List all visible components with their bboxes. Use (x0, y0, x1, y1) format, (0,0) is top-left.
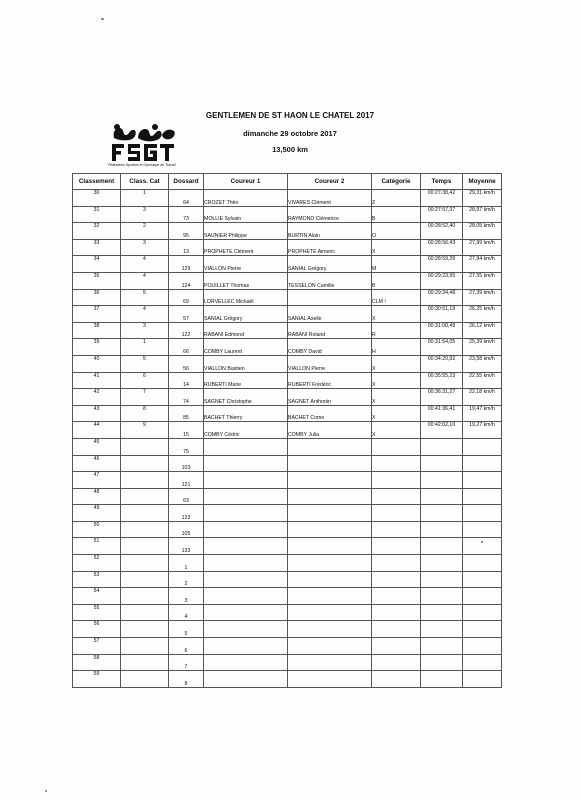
cell-dossard: 129 (169, 256, 204, 273)
cell-dossard: 5 (169, 621, 204, 638)
cell-class-cat: 7 (121, 389, 169, 406)
cell-categorie: X (372, 355, 421, 372)
cell-classement: 56 (73, 621, 121, 638)
cell-temps (421, 538, 463, 555)
cell-classement: 50 (73, 521, 121, 538)
table-row (73, 555, 502, 572)
cell-categorie: X (372, 372, 421, 389)
header-moyenne: Moyenne (463, 174, 502, 190)
table-row (73, 472, 502, 489)
cell-coureur-1: RUBERTI Marie (204, 372, 288, 389)
cell-class-cat (121, 455, 169, 472)
event-distance: 13,500 km (272, 145, 308, 154)
cell-temps (421, 521, 463, 538)
cell-temps: 00:35:55,23 (421, 372, 463, 389)
cell-moyenne: 27,94 km/h (463, 256, 502, 273)
cell-class-cat (121, 571, 169, 588)
cell-moyenne (463, 671, 502, 688)
scan-speck (101, 18, 104, 20)
cell-moyenne (463, 488, 502, 505)
cell-classement: 52 (73, 555, 121, 572)
cell-dossard: 13 (169, 239, 204, 256)
cell-categorie: X (372, 239, 421, 256)
cell-coureur-1: COMBY Laurent (204, 339, 288, 356)
cell-classement: 47 (73, 472, 121, 489)
cell-class-cat: 4 (121, 272, 169, 289)
cell-class-cat: 6 (121, 372, 169, 389)
cell-class-cat (121, 588, 169, 605)
cell-moyenne (463, 638, 502, 655)
table-row (73, 206, 502, 223)
cell-dossard: 105 (169, 521, 204, 538)
cell-dossard: 66 (169, 339, 204, 356)
cell-coureur-2: RABANI Roland (288, 322, 372, 339)
table-row (73, 571, 502, 588)
cell-coureur-1 (204, 521, 288, 538)
cell-dossard: 15 (169, 422, 204, 439)
table-row (73, 638, 502, 655)
header-categorie: Catégorie (372, 174, 421, 190)
cell-temps: 00:28:56,43 (421, 239, 463, 256)
table-row (73, 289, 502, 306)
cell-temps: 00:34:20,92 (421, 355, 463, 372)
cell-temps: 00:27:57,37 (421, 206, 463, 223)
cell-class-cat: 3 (121, 206, 169, 223)
cell-moyenne (463, 621, 502, 638)
cell-class-cat (121, 621, 169, 638)
fsgt-logo (108, 122, 180, 170)
cell-coureur-2 (288, 289, 372, 306)
cell-moyenne: 22,55 km/h (463, 372, 502, 389)
cell-moyenne (463, 505, 502, 522)
cell-classement: 35 (73, 272, 121, 289)
cell-coureur-1: RABANI Edmond (204, 322, 288, 339)
cell-dossard: 74 (169, 389, 204, 406)
table-row (73, 322, 502, 339)
cell-temps: 00:31:54,05 (421, 339, 463, 356)
table-row (73, 339, 502, 356)
cell-categorie (372, 505, 421, 522)
table-row (73, 272, 502, 289)
cell-categorie (372, 521, 421, 538)
cell-classement: 57 (73, 638, 121, 655)
cell-categorie: H (372, 339, 421, 356)
cell-coureur-2: VIVARES Clément (288, 190, 372, 207)
cell-coureur-2 (288, 438, 372, 455)
cell-classement: 34 (73, 256, 121, 273)
cell-coureur-2 (288, 505, 372, 522)
table-row (73, 190, 502, 207)
cell-coureur-2 (288, 654, 372, 671)
cell-temps: 00:30:51,19 (421, 306, 463, 323)
cell-moyenne (463, 588, 502, 605)
cell-dossard: 6 (169, 638, 204, 655)
cell-coureur-1 (204, 671, 288, 688)
cell-coureur-2 (288, 488, 372, 505)
cell-moyenne: 19,47 km/h (463, 405, 502, 422)
cell-coureur-1 (204, 604, 288, 621)
cell-coureur-2 (288, 555, 372, 572)
table-row (73, 389, 502, 406)
cell-temps (421, 654, 463, 671)
cell-class-cat (121, 438, 169, 455)
cell-class-cat: 2 (121, 223, 169, 240)
cell-coureur-2: RAYMOND Clémence (288, 206, 372, 223)
cell-dossard: 85 (169, 405, 204, 422)
cell-classement: 53 (73, 571, 121, 588)
cell-dossard: 2 (169, 571, 204, 588)
cell-classement: 32 (73, 223, 121, 240)
cell-categorie (372, 654, 421, 671)
cell-coureur-1 (204, 538, 288, 555)
cell-coureur-2: COMBY David (288, 339, 372, 356)
header-coureur-2: Coureur 2 (288, 174, 372, 190)
cell-class-cat (121, 488, 169, 505)
cell-temps (421, 604, 463, 621)
cell-categorie (372, 621, 421, 638)
cell-class-cat: 1 (121, 339, 169, 356)
cell-classement: 37 (73, 306, 121, 323)
cell-classement: 31 (73, 206, 121, 223)
cell-coureur-2 (288, 571, 372, 588)
table-row (73, 654, 502, 671)
cell-moyenne: 27,39 km/h (463, 289, 502, 306)
cell-temps (421, 505, 463, 522)
cell-class-cat: 5 (121, 289, 169, 306)
cell-categorie (372, 638, 421, 655)
cell-coureur-2 (288, 521, 372, 538)
cell-coureur-2 (288, 538, 372, 555)
cell-categorie (372, 671, 421, 688)
cell-temps: 00:28:52,40 (421, 223, 463, 240)
cell-class-cat (121, 538, 169, 555)
cell-dossard: 56 (169, 355, 204, 372)
cell-coureur-1 (204, 505, 288, 522)
cell-dossard: 4 (169, 604, 204, 621)
cell-moyenne: 26,12 km/h (463, 322, 502, 339)
cell-temps: 00:36:31,27 (421, 389, 463, 406)
cell-classement: 36 (73, 289, 121, 306)
cell-classement: 33 (73, 239, 121, 256)
table-row (73, 604, 502, 621)
cell-classement: 54 (73, 588, 121, 605)
cell-coureur-2 (288, 638, 372, 655)
cell-moyenne (463, 472, 502, 489)
cell-temps: 00:42:02,10 (421, 422, 463, 439)
cell-coureur-2 (288, 621, 372, 638)
header-coureur-1: Coureur 1 (204, 174, 288, 190)
cell-categorie: M (372, 256, 421, 273)
cell-coureur-2: BURTIN Alain (288, 223, 372, 240)
cell-moyenne (463, 521, 502, 538)
table-header-row (73, 174, 502, 190)
table-row (73, 438, 502, 455)
cell-temps (421, 555, 463, 572)
cell-classement: 42 (73, 389, 121, 406)
cell-classement: 39 (73, 339, 121, 356)
cell-coureur-1: CROZET Théo (204, 190, 288, 207)
header-classement: Classement (73, 174, 121, 190)
cell-moyenne: 27,55 km/h (463, 272, 502, 289)
cell-coureur-1: SAGNET Christophe (204, 389, 288, 406)
cell-coureur-2: VIALLON Pierre (288, 355, 372, 372)
cell-dossard: 123 (169, 505, 204, 522)
cell-class-cat: 4 (121, 306, 169, 323)
table-row (73, 671, 502, 688)
cell-coureur-1: PROPHETE Clément (204, 239, 288, 256)
cell-coureur-1: POUILLET Thomas (204, 272, 288, 289)
cell-dossard: 1 (169, 555, 204, 572)
cell-dossard: 95 (169, 223, 204, 240)
table-row (73, 621, 502, 638)
cell-coureur-1 (204, 571, 288, 588)
cell-coureur-2: RUBERTI Frédéric (288, 372, 372, 389)
table-row (73, 405, 502, 422)
cell-categorie: R (372, 322, 421, 339)
table-row (73, 223, 502, 240)
cell-categorie (372, 538, 421, 555)
cell-classement: 45 (73, 438, 121, 455)
cell-moyenne (463, 438, 502, 455)
cell-class-cat: 8 (121, 405, 169, 422)
cell-temps: 00:31:00,49 (421, 322, 463, 339)
cell-moyenne: 23,58 km/h (463, 355, 502, 372)
cell-classement: 41 (73, 372, 121, 389)
cell-moyenne (463, 571, 502, 588)
cell-categorie: CLM ! (372, 289, 421, 306)
cell-categorie (372, 604, 421, 621)
table-row (73, 306, 502, 323)
cell-class-cat: 9 (121, 422, 169, 439)
cell-moyenne: 25,39 km/h (463, 339, 502, 356)
cell-coureur-1 (204, 488, 288, 505)
cell-coureur-1: VIALLON Pierre (204, 256, 288, 273)
cell-classement: 40 (73, 355, 121, 372)
cell-coureur-1: COMBY Cédric (204, 422, 288, 439)
cell-moyenne (463, 455, 502, 472)
cell-class-cat (121, 671, 169, 688)
cell-class-cat: 3 (121, 239, 169, 256)
cell-class-cat (121, 555, 169, 572)
table-row (73, 505, 502, 522)
cell-categorie (372, 571, 421, 588)
cell-dossard: 103 (169, 455, 204, 472)
cell-dossard: 75 (169, 438, 204, 455)
cell-categorie (372, 438, 421, 455)
cell-class-cat (121, 654, 169, 671)
cell-moyenne: 26,25 km/h (463, 306, 502, 323)
cell-coureur-2: SANIAL Axelle (288, 306, 372, 323)
cell-dossard: 3 (169, 588, 204, 605)
cell-moyenne: 28,05 km/h (463, 223, 502, 240)
cell-categorie: X (372, 405, 421, 422)
cell-categorie (372, 588, 421, 605)
cell-coureur-2: TESSELON Camille (288, 272, 372, 289)
cell-class-cat: 3 (121, 322, 169, 339)
cell-classement: 55 (73, 604, 121, 621)
cell-coureur-1 (204, 438, 288, 455)
cell-dossard: 133 (169, 538, 204, 555)
cell-temps (421, 438, 463, 455)
cell-classement: 30 (73, 190, 121, 207)
results-body (73, 190, 502, 688)
cell-coureur-2 (288, 455, 372, 472)
cell-moyenne (463, 654, 502, 671)
cell-moyenne: 22,18 km/h (463, 389, 502, 406)
cell-class-cat (121, 604, 169, 621)
cell-coureur-2: BACHET Come (288, 405, 372, 422)
cell-dossard: 64 (169, 190, 204, 207)
cell-coureur-1: MOLLIE Sylvain (204, 206, 288, 223)
cell-dossard: 121 (169, 472, 204, 489)
cell-temps: 00:29:23,95 (421, 272, 463, 289)
cell-coureur-1 (204, 555, 288, 572)
table-row (73, 588, 502, 605)
table-row (73, 355, 502, 372)
cell-dossard: 122 (169, 322, 204, 339)
cell-moyenne (463, 555, 502, 572)
cell-temps (421, 488, 463, 505)
cell-coureur-1 (204, 455, 288, 472)
cell-class-cat: 5 (121, 355, 169, 372)
cell-class-cat: 4 (121, 256, 169, 273)
cell-categorie (372, 455, 421, 472)
cell-temps (421, 638, 463, 655)
results-table (72, 173, 502, 688)
cell-categorie: X (372, 422, 421, 439)
cell-classement: 43 (73, 405, 121, 422)
cell-categorie (372, 488, 421, 505)
cell-dossard: 7 (169, 654, 204, 671)
cell-coureur-1 (204, 638, 288, 655)
table-row (73, 256, 502, 273)
cell-class-cat (121, 638, 169, 655)
header-dossard: Dossard (169, 174, 204, 190)
fsgt-logo-graphic (108, 122, 180, 164)
cell-temps: 00:29:34,48 (421, 289, 463, 306)
cell-temps (421, 472, 463, 489)
cell-coureur-2: SANIAL Grégory (288, 256, 372, 273)
cell-dossard: 73 (169, 206, 204, 223)
table-row (73, 521, 502, 538)
cell-dossard: 124 (169, 272, 204, 289)
cell-classement: 58 (73, 654, 121, 671)
table-row (73, 422, 502, 439)
cell-coureur-2 (288, 588, 372, 605)
event-date: dimanche 29 octobre 2017 (243, 129, 337, 138)
header-temps: Temps (421, 174, 463, 190)
cell-coureur-2 (288, 472, 372, 489)
cell-class-cat (121, 505, 169, 522)
cell-moyenne: 27,99 km/h (463, 239, 502, 256)
cell-coureur-2 (288, 604, 372, 621)
cell-classement: 38 (73, 322, 121, 339)
cell-coureur-1 (204, 621, 288, 638)
cell-temps (421, 671, 463, 688)
cell-coureur-1: VIALLON Bastien (204, 355, 288, 372)
cell-temps: 00:27:38,42 (421, 190, 463, 207)
cell-classement: 49 (73, 505, 121, 522)
cell-coureur-1 (204, 654, 288, 671)
cell-dossard: 69 (169, 289, 204, 306)
event-title: GENTLEMEN DE ST HAON LE CHATEL 2017 (205, 111, 375, 120)
cell-categorie (372, 555, 421, 572)
cell-classement: 51 (73, 538, 121, 555)
header-class-cat: Class. Cat (121, 174, 169, 190)
cell-moyenne: 29,31 km/h (463, 190, 502, 207)
cell-categorie: O (372, 223, 421, 240)
cell-categorie: Z (372, 190, 421, 207)
cell-categorie: B (372, 206, 421, 223)
cell-temps (421, 588, 463, 605)
cell-categorie: X (372, 306, 421, 323)
cell-coureur-2 (288, 671, 372, 688)
cell-coureur-1: BACHET Thierry (204, 405, 288, 422)
cell-moyenne (463, 604, 502, 621)
cell-coureur-1: LORVELLEC Mickaël (204, 289, 288, 306)
cell-coureur-1: SAUNIER Philippe (204, 223, 288, 240)
table-row (73, 372, 502, 389)
cell-moyenne: 28,97 km/h (463, 206, 502, 223)
cell-temps (421, 571, 463, 588)
cell-dossard: 63 (169, 488, 204, 505)
table-row (73, 455, 502, 472)
logo-subtitle: Fédération Sportive et Gymnique du Travail (108, 163, 176, 167)
cell-temps (421, 455, 463, 472)
cell-dossard: 8 (169, 671, 204, 688)
cell-coureur-1 (204, 588, 288, 605)
cell-coureur-2: SAGNET Anthonin (288, 389, 372, 406)
cell-classement: 44 (73, 422, 121, 439)
cell-coureur-2: PROPHETE Aimeric (288, 239, 372, 256)
cell-temps: 00:28:59,39 (421, 256, 463, 273)
cell-temps (421, 621, 463, 638)
cell-classement: 59 (73, 671, 121, 688)
cell-class-cat: 1 (121, 190, 169, 207)
table-row (73, 488, 502, 505)
table-row (73, 239, 502, 256)
cell-categorie (372, 472, 421, 489)
cell-categorie: X (372, 389, 421, 406)
scan-speck (481, 541, 483, 543)
cell-dossard: 57 (169, 306, 204, 323)
scan-speck (45, 790, 47, 792)
cell-coureur-1 (204, 472, 288, 489)
cell-moyenne: 19,27 km/h (463, 422, 502, 439)
cell-categorie: B (372, 272, 421, 289)
cell-class-cat (121, 472, 169, 489)
cell-class-cat (121, 521, 169, 538)
cell-classement: 46 (73, 455, 121, 472)
cell-temps: 00:41:36,41 (421, 405, 463, 422)
cell-dossard: 14 (169, 372, 204, 389)
cell-coureur-2: COMBY Julia (288, 422, 372, 439)
cell-coureur-1: SANIAL Grégory (204, 306, 288, 323)
table-row (73, 538, 502, 555)
cell-classement: 48 (73, 488, 121, 505)
